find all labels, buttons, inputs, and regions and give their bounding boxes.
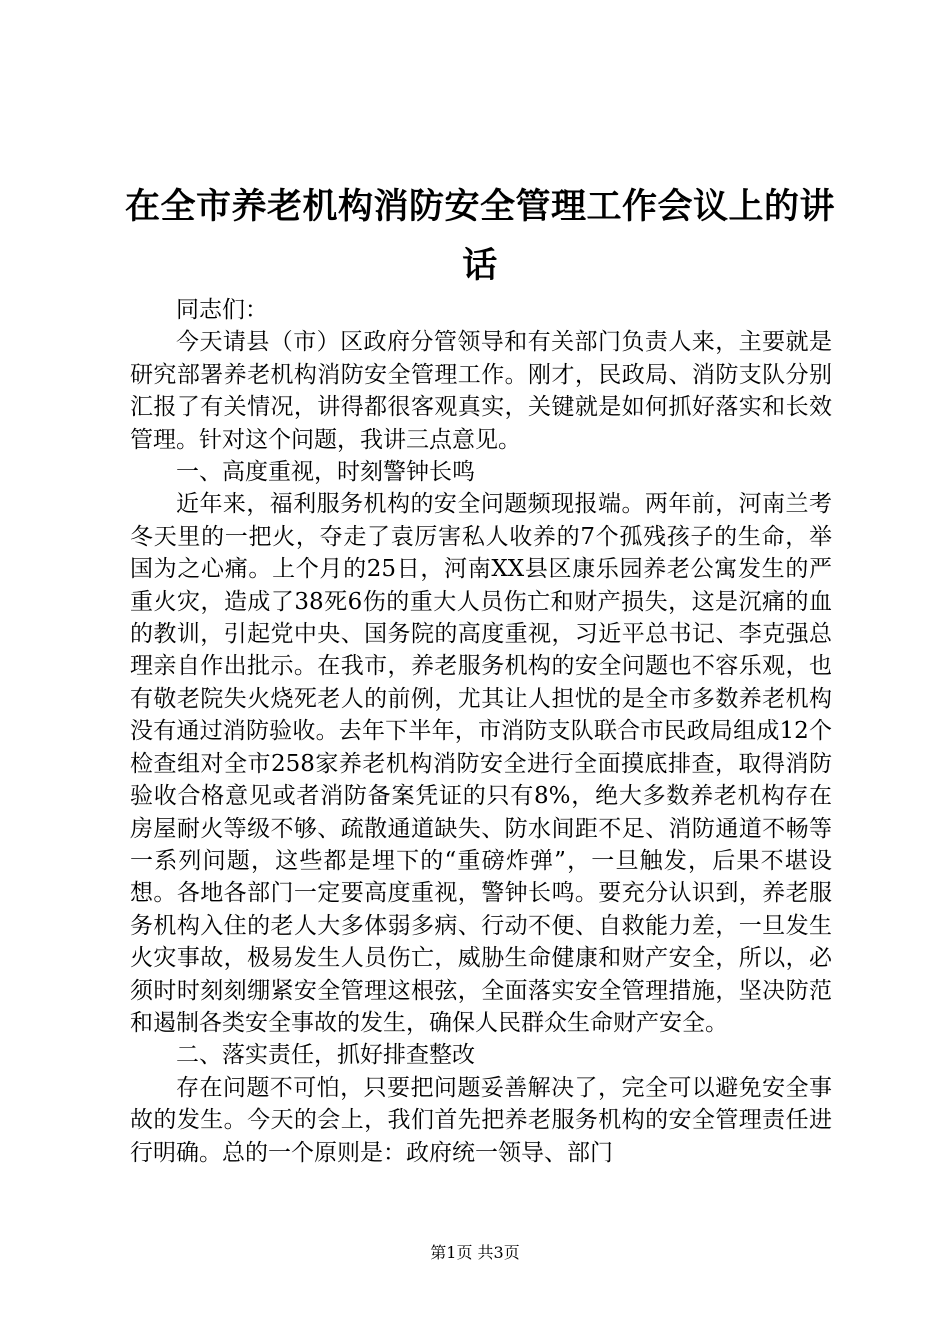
page-number-footer: 第1页 共3页 (430, 1243, 520, 1262)
salutation: 同志们： (176, 297, 268, 323)
paragraph-section-1: 近年来，福利服务机构的安全问题频现报端。两年前，河南兰考冬天里的一把火，夺走了袁厉害私人收养的7个孤残孩子的生命，举国为之心痛。上个月的25日，河南XX县区康乐园养老公寓发生的严重火灾，造成了38死6伤的重大人员伤亡和财产损失，这是沉痛的血的教训，引起党中央、国务院的高度重视，习近平总书记、李克强总理亲自作出批示。在我市，养老服务机构的安全问题也不容乐观，也有敬老院失火烧死老人的前例，尤其让人担忧的是全市多数养老机构没有通过消防验收。去年下半年，市消防支队联合市民政局组成12个检查组对全市258家养老机构消防安全进行全面摸底排查，取得消防验收合格意见或者消防备案凭证的只有8%，绝大多数养老机构存在房屋耐火等级不够、疏散通道缺失、防水间距不足、消防通道不畅等一系列问题，这些都是埋下的“重磅炸弹”，一旦触发，后果不堪设想。各地各部门一定要高度重视，警钟长鸣。要充分认识到，养老服务机构入住的老人大多体弱多病、行动不便、自救能力差，一旦发生火灾事故，极易发生人员伤亡，威胁生命健康和财产安全，所以，必须时时刻刻绷紧安全管理这根弦，全面落实安全管理措施，坚决防范和遏制各类安全事故的发生，确保人民群众生命财产安全。 (130, 491, 832, 1036)
section-heading-2: 二、落实责任，抓好排查整改 (176, 1042, 475, 1069)
paragraph-section-2: 存在问题不可怕，只要把问题妥善解决了，完全可以避免安全事故的发生。今天的会上，我们首先把养老服务机构的安全管理责任进行明确。总的一个原则是：政府统一领导、部门 (130, 1074, 832, 1166)
document-body (130, 294, 832, 1169)
section-heading-1: 一、高度重视，时刻警钟长鸣 (176, 459, 475, 486)
document-title: 在全市养老机构消防安全管理工作会议上的讲话 (124, 187, 835, 286)
paragraph-intro: 今天请县（市）区政府分管领导和有关部门负责人来，主要就是研究部署养老机构消防安全管理工作。刚才，民政局、消防支队分别汇报了有关情况，讲得都很客观真实，关键就是如何抓好落实和长效管理。针对这个问题，我讲三点意见。 (130, 329, 832, 453)
